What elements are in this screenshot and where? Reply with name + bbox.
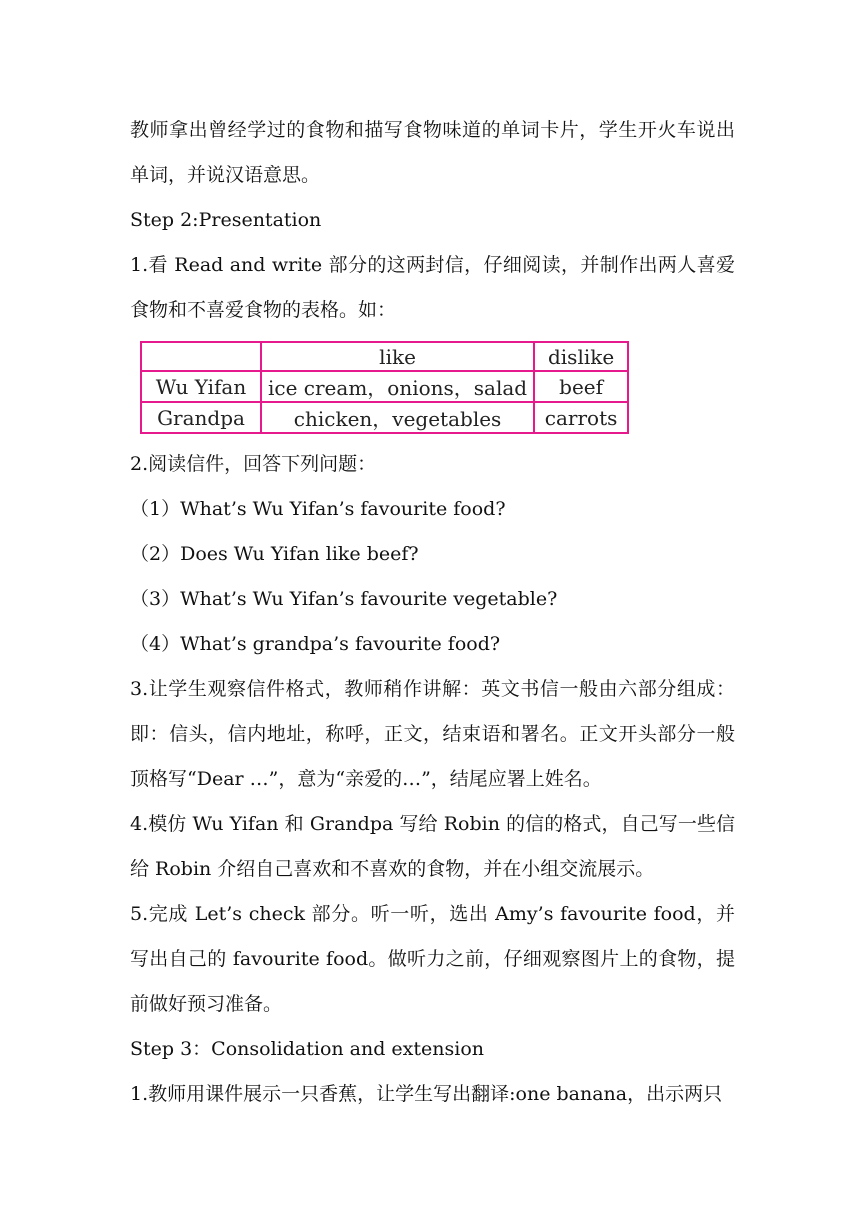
table-header-row — [141, 342, 628, 371]
table-cell: chicken，vegetables — [261, 402, 534, 433]
question-3: （3）What’s Wu Yifan’s favourite vegetable? — [130, 588, 558, 610]
step3-item-1-paragraph: 1.教师用课件展示一只香蕉，让学生写出翻译:one banana，出示两只 — [130, 1083, 723, 1105]
question-2: （2）Does Wu Yifan like beef? — [130, 543, 419, 565]
table-row — [141, 402, 628, 433]
intro-paragraph: 教师拿出曾经学过的食物和描写食物味道的单词卡片，学生开火车说出单词，并说汉语意思。 — [130, 119, 735, 186]
item-4-paragraph: 4.模仿 Wu Yifan 和 Grandpa 写给 Robin 的信的格式，自己写一些信给 Robin 介绍自己喜欢和不喜欢的食物，并在小组交流展示。 — [130, 813, 735, 880]
table-header-cell: dislike — [534, 342, 628, 371]
table-cell: Wu Yifan — [141, 371, 261, 402]
table-header-cell: like — [261, 342, 534, 371]
table-row — [141, 371, 628, 402]
food-preference-table — [140, 341, 629, 434]
question-1: （1）What’s Wu Yifan’s favourite food? — [130, 498, 506, 520]
table-cell: ice cream，onions，salad — [261, 371, 534, 402]
question-4: （4）What’s grandpa’s favourite food? — [130, 633, 501, 655]
step3-heading: Step 3：Consolidation and extension — [130, 1038, 485, 1060]
item-3-paragraph: 3.让学生观察信件格式，教师稍作讲解：英文书信一般由六部分组成：即：信头，信内地址，称呼，正文，结束语和署名。正文开头部分一般顶格写“Dear …”，意为“亲爱的…”，结尾应署上姓名。 — [130, 678, 735, 790]
item-5-paragraph: 5.完成 Let’s check 部分。听一听，选出 Amy’s favourite food，并写出自己的 favourite food。做听力之前，仔细观察图片上的食物，提前做好预习准备。 — [130, 903, 735, 1015]
table-header-cell — [141, 342, 261, 371]
table-cell: beef — [534, 371, 628, 402]
step2-heading: Step 2:Presentation — [130, 209, 322, 231]
item-1-paragraph: 1.看 Read and write 部分的这两封信，仔细阅读，并制作出两人喜爱食物和不喜爱食物的表格。如： — [130, 254, 735, 321]
table-cell: carrots — [534, 402, 628, 433]
item-2-paragraph: 2.阅读信件，回答下列问题： — [130, 453, 377, 475]
document-page — [130, 108, 735, 1117]
table-cell: Grandpa — [141, 402, 261, 433]
